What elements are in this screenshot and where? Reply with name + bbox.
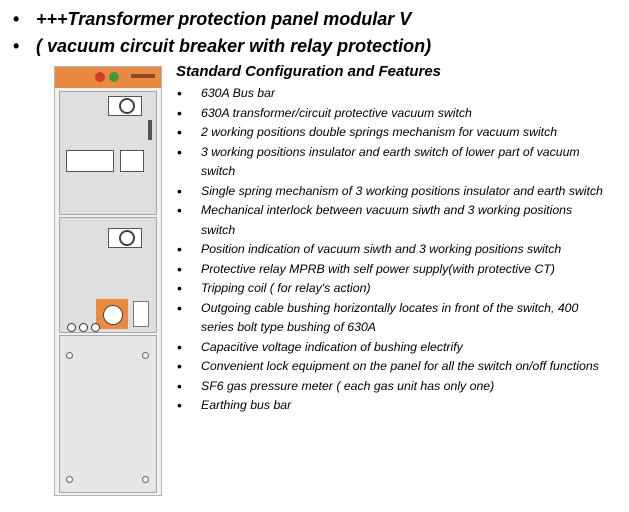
rivet-icon [66,352,73,359]
feature-item: • Mechanical interlock between vacuum siwth and 3 working positions switch [176,201,624,240]
bullet-marker: • [13,36,20,56]
switchgear-cabinet-illustration [54,66,162,496]
switch-window [108,96,142,116]
lamp-icon [91,323,100,332]
knob-icon [119,230,135,246]
heading-title: +++Transformer protection panel modular V [36,9,412,29]
lamp-icon [67,323,76,332]
heading-subtitle: ( vacuum circuit breaker with relay protection) [36,36,432,56]
bullet-marker: • [13,9,20,29]
red-indicator-icon [95,72,105,82]
relay-dial-icon [103,305,123,325]
cabinet-upper-panel [59,91,157,215]
feature-item: • Capacitive voltage indication of bushing electrify [176,338,624,358]
feature-item: • Tripping coil ( for relay's action) [176,279,624,299]
indicator-box [120,150,144,172]
feature-item: • Position indication of vacuum siwth and 3 working positions switch [176,240,624,260]
heading-line-1 [13,9,411,30]
rivet-icon [142,476,149,483]
indicator-lamps [59,323,155,333]
lamp-icon [79,323,88,332]
heading-line-2 [13,36,431,57]
feature-item: • 3 working positions insulator and earth switch of lower part of vacuum switch [176,143,624,182]
features-list [176,84,624,416]
handle-slot-icon [148,120,152,140]
feature-item: • Earthing bus bar [176,396,624,416]
nameplate [131,74,155,78]
feature-item: • 630A Bus bar [176,84,624,104]
feature-item: • Convenient lock equipment on the panel for all the switch on/off functions [176,357,624,377]
features-heading: Standard Configuration and Features [176,63,442,80]
feature-item: • SF6 gas pressure meter ( each gas unit has only one) [176,377,624,397]
knob-icon [119,98,135,114]
feature-item: • Outgoing cable bushing horizontally locates in front of the switch, 400 series bolt type bushing of 630A [176,299,624,338]
rivet-icon [66,476,73,483]
green-indicator-icon [109,72,119,82]
rivet-icon [142,352,149,359]
feature-item: • 2 working positions double springs mechanism for vacuum switch [176,123,624,143]
switch-window [108,228,142,248]
feature-item: • 630A transformer/circuit protective vacuum switch [176,104,624,124]
feature-item: • Single spring mechanism of 3 working positions insulator and earth switch [176,182,624,202]
relay-display [66,150,114,172]
cabinet-lower-panel [59,335,157,493]
cabinet-header-strip [55,67,161,88]
feature-item: • Protective relay MPRB with self power supply(with protective CT) [176,260,624,280]
